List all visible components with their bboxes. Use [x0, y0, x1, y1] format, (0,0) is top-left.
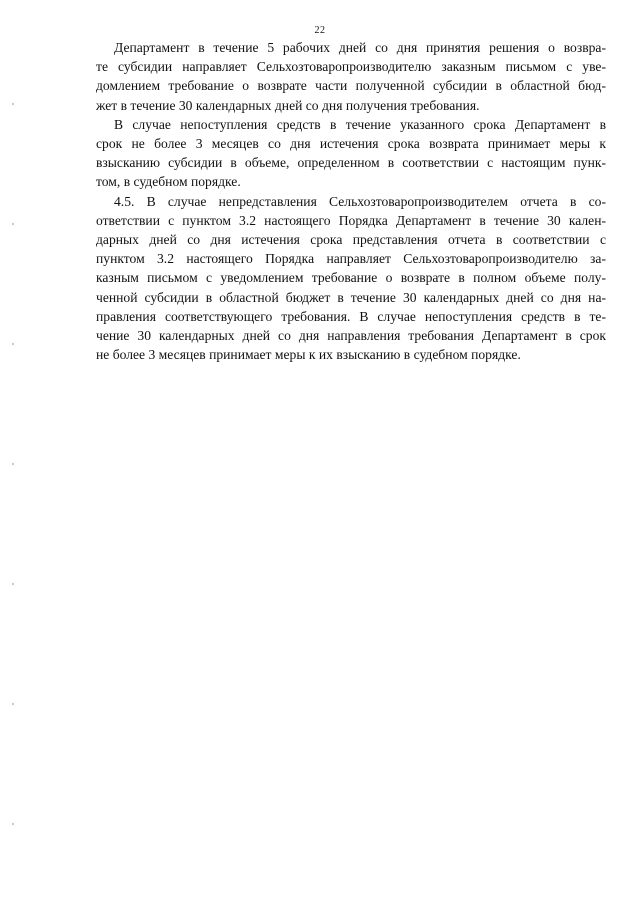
page-number: 22	[314, 25, 326, 36]
text-line: ченной субсидии в областной бюджет в течение 30 календарных дней со дня на-	[96, 289, 606, 305]
text-line: правления соответствующего требования. В случае непоступления средств в те-	[96, 308, 606, 324]
text-line: срок не более 3 месяцев со дня истечения срока возврата принимает меры к	[96, 136, 606, 152]
text-line: домлением требование о возврате части полученной субсидии в областной бюд-	[96, 78, 606, 94]
text-line: Департамент в течение 5 рабочих дней со дня принятия решения о возвра-	[114, 40, 606, 55]
text-line: ответствии с пунктом 3.2 настоящего Порядка Департамент в течение 30 кален-	[96, 212, 606, 228]
text-line: пунктом 3.2 настоящего Порядка направляет Сельхозтоваропроизводителю за-	[96, 251, 606, 267]
text-line: те субсидии направляет Сельхозтоваропроизводителю заказным письмом с уве-	[96, 59, 606, 75]
text-line: не более 3 месяцев принимает меры к их взысканию в судебном порядке.	[96, 347, 521, 363]
document-body	[96, 38, 606, 364]
text-line: В случае непоступления средств в течение указанного срока Департамент в	[114, 116, 606, 132]
text-line: 4.5. В случае непредставления Сельхозтоваропроизводителем отчета в со-	[114, 193, 606, 209]
text-line: дарных дней со дня истечения срока представления отчета в соответствии с	[96, 232, 606, 248]
text-line: том, в судебном порядке.	[96, 174, 241, 190]
paragraph-1	[96, 38, 606, 115]
scan-margin-mark	[12, 463, 14, 465]
paragraph-2	[96, 115, 606, 192]
text-line: казным письмом с уведомлением требование о возврате в полном объеме полу-	[96, 270, 606, 286]
scan-margin-mark	[12, 703, 14, 705]
paragraph-3	[96, 192, 606, 365]
scan-margin-mark	[12, 583, 14, 585]
scan-margin-mark	[12, 223, 14, 225]
scan-margin-mark	[12, 823, 14, 825]
text-line: чение 30 календарных дней со дня направления требования Департамент в срок	[96, 328, 606, 344]
scan-margin-mark	[12, 343, 14, 345]
text-line: жет в течение 30 календарных дней со дня получения требования.	[96, 97, 480, 113]
scan-margin-mark	[12, 103, 14, 105]
text-line: взысканию субсидии в объеме, определенном в соответствии с настоящим пунк-	[96, 155, 606, 171]
